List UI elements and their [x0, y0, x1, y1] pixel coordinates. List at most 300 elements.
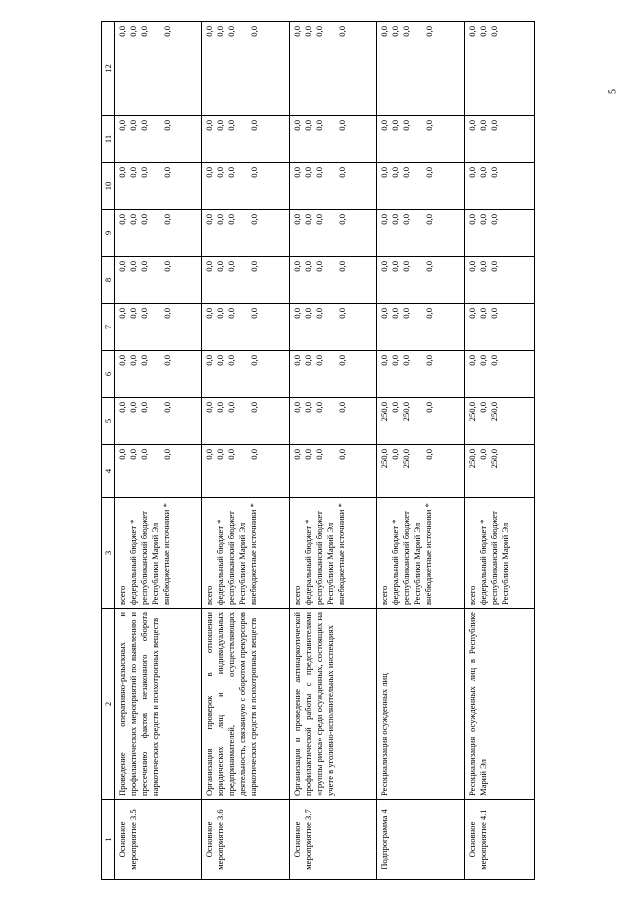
value: 0,0 [139, 26, 149, 37]
value: 0,0 [204, 449, 215, 460]
value: 0,0 [336, 167, 347, 178]
value: 250,0 [466, 402, 477, 422]
value: 0,0 [336, 261, 347, 272]
table-row [115, 22, 202, 880]
funding-source: внебюджетные источники * [161, 503, 171, 605]
value: 0,0 [336, 120, 347, 131]
value: 0,0 [226, 449, 237, 460]
value: 0,0 [466, 120, 477, 131]
spacer [150, 120, 162, 159]
value: 0,0 [466, 26, 477, 37]
value-cell [289, 351, 376, 398]
spacer [325, 120, 337, 159]
value: 0,0 [249, 355, 260, 366]
value: 0,0 [379, 355, 390, 366]
value: 0,0 [302, 26, 313, 37]
table-row [202, 22, 289, 880]
value: 0,0 [390, 214, 401, 225]
value-cell [202, 22, 289, 116]
value: 0,0 [424, 120, 435, 131]
value: 0,0 [336, 214, 347, 225]
value-cell [464, 22, 534, 116]
value: 0,0 [401, 120, 412, 131]
spacer [412, 120, 424, 159]
activity-name: Проведение оперативно-разыскных и профилактических мероприятий по выявлению и пресечению фактов незаконного оборота наркотических средств и психотропных веществ [115, 609, 202, 800]
value: 0,0 [291, 355, 302, 366]
value: 0,0 [477, 120, 488, 131]
header-row [102, 22, 115, 880]
value: 0,0 [291, 120, 302, 131]
value-cell [289, 116, 376, 163]
value: 0,0 [215, 167, 226, 178]
spacer [237, 449, 249, 494]
value: 0,0 [379, 120, 390, 131]
value: 0,0 [424, 167, 435, 178]
value: 0,0 [226, 26, 237, 37]
value: 0,0 [313, 308, 324, 319]
value: 0,0 [204, 355, 215, 366]
rotated-table-wrapper [101, 22, 535, 880]
value: 0,0 [291, 26, 302, 37]
value-cell [115, 304, 202, 351]
spacer [325, 355, 337, 394]
value: 0,0 [336, 449, 347, 460]
value: 0,0 [139, 261, 149, 272]
activity-code: мероприятие 3.5 [128, 809, 138, 870]
value: 0,0 [128, 402, 138, 413]
activity-name: Ресоциализация осужденных лиц в Республике Марий Эл [464, 609, 534, 800]
value: 0,0 [477, 308, 488, 319]
spacer [150, 26, 162, 112]
value-cell [464, 163, 534, 210]
value: 0,0 [215, 261, 226, 272]
activity-code-cell [464, 800, 534, 880]
column-header: 9 [102, 210, 115, 257]
value: 0,0 [204, 167, 215, 178]
value-cell [202, 163, 289, 210]
value: 0,0 [291, 449, 302, 460]
value: 0,0 [302, 214, 313, 225]
value: 0,0 [139, 402, 149, 413]
funding-source: всего [204, 585, 215, 605]
value: 0,0 [204, 402, 215, 413]
value-cell [464, 351, 534, 398]
value: 0,0 [139, 449, 149, 460]
column-header: 7 [102, 304, 115, 351]
activity-code: мероприятие 3.6 [215, 809, 226, 870]
value: 0,0 [302, 261, 313, 272]
budget-table [101, 21, 535, 880]
value: 0,0 [302, 449, 313, 460]
value: 0,0 [488, 308, 499, 319]
value-cell [377, 210, 464, 257]
spacer [412, 449, 424, 494]
value: 0,0 [162, 261, 172, 272]
value: 0,0 [162, 26, 172, 37]
value: 0,0 [390, 120, 401, 131]
funding-source: республиканский бюджет Республики Марий Эл [488, 511, 510, 605]
value: 0,0 [249, 308, 260, 319]
value: 0,0 [488, 261, 499, 272]
value: 0,0 [117, 26, 127, 37]
spacer [150, 167, 162, 206]
spacer [412, 308, 424, 347]
column-header: 6 [102, 351, 115, 398]
value: 250,0 [401, 402, 412, 422]
value: 0,0 [424, 214, 435, 225]
activity-code: Основное [466, 821, 477, 858]
value: 0,0 [313, 355, 324, 366]
value-cell [289, 304, 376, 351]
value: 0,0 [313, 26, 324, 37]
value: 0,0 [424, 26, 435, 37]
activity-code-cell [289, 800, 376, 880]
funding-source: внебюджетные источники * [248, 503, 259, 605]
value: 0,0 [204, 120, 215, 131]
value-cell [115, 163, 202, 210]
value: 0,0 [215, 402, 226, 413]
value: 0,0 [302, 308, 313, 319]
table-body [115, 22, 535, 880]
value: 0,0 [424, 402, 435, 413]
value-cell [115, 210, 202, 257]
funding-source: федеральный бюджет * [215, 519, 226, 605]
column-header: 8 [102, 257, 115, 304]
value-cell [202, 257, 289, 304]
value-cell [464, 116, 534, 163]
spacer [237, 214, 249, 253]
value-cell [202, 210, 289, 257]
value: 0,0 [488, 214, 499, 225]
value: 0,0 [379, 214, 390, 225]
funding-sources-cell [377, 498, 464, 609]
value: 0,0 [313, 402, 324, 413]
activity-code: Основное [291, 821, 302, 858]
value-cell [377, 22, 464, 116]
value: 0,0 [477, 167, 488, 178]
value: 0,0 [466, 308, 477, 319]
value: 0,0 [117, 261, 127, 272]
value: 0,0 [488, 120, 499, 131]
value: 0,0 [390, 308, 401, 319]
value: 0,0 [379, 167, 390, 178]
value: 0,0 [128, 261, 138, 272]
value: 0,0 [117, 449, 127, 460]
value: 0,0 [249, 214, 260, 225]
value: 0,0 [401, 167, 412, 178]
activity-name: Организация и проведение антинаркотической профилактической работы с представителями «группы риска» среди осужденных, состоящих на учете в уголовно-исполнительных инспекциях [289, 609, 376, 800]
value-cell [115, 398, 202, 445]
value: 0,0 [379, 26, 390, 37]
value: 250,0 [401, 449, 412, 469]
value: 0,0 [226, 402, 237, 413]
value: 0,0 [162, 214, 172, 225]
value-cell [289, 163, 376, 210]
funding-source: внебюджетные источники * [335, 503, 346, 605]
value: 0,0 [117, 308, 127, 319]
funding-source: всего [291, 585, 302, 605]
value-cell [377, 351, 464, 398]
value: 0,0 [313, 214, 324, 225]
value-cell [115, 257, 202, 304]
column-header: 1 [102, 800, 115, 880]
value: 0,0 [466, 167, 477, 178]
spacer [150, 261, 162, 300]
value-cell [377, 445, 464, 498]
spacer [150, 402, 162, 441]
column-header: 12 [102, 22, 115, 116]
value: 0,0 [488, 26, 499, 37]
value-cell [464, 257, 534, 304]
activity-code: Основное [117, 821, 127, 858]
spacer [325, 214, 337, 253]
value: 0,0 [215, 355, 226, 366]
funding-source: федеральный бюджет * [302, 519, 313, 605]
value: 0,0 [477, 214, 488, 225]
activity-code: мероприятие 4.1 [477, 809, 488, 870]
value: 0,0 [226, 355, 237, 366]
spacer [237, 355, 249, 394]
value-cell [289, 210, 376, 257]
value: 0,0 [390, 26, 401, 37]
column-header: 5 [102, 398, 115, 445]
value: 0,0 [477, 402, 488, 413]
activity-code-cell [115, 800, 202, 880]
activity-code: мероприятие 3.7 [302, 809, 313, 870]
spacer [325, 308, 337, 347]
funding-sources-cell [202, 498, 289, 609]
value: 0,0 [139, 308, 149, 319]
value-cell [289, 445, 376, 498]
value: 0,0 [117, 214, 127, 225]
value: 250,0 [466, 449, 477, 469]
value: 0,0 [424, 355, 435, 366]
value: 0,0 [477, 449, 488, 460]
value: 0,0 [139, 120, 149, 131]
spacer [412, 355, 424, 394]
value: 0,0 [291, 402, 302, 413]
value: 0,0 [226, 214, 237, 225]
value-cell [115, 22, 202, 116]
value: 0,0 [215, 26, 226, 37]
value: 0,0 [139, 214, 149, 225]
column-header: 2 [102, 609, 115, 800]
value: 0,0 [162, 402, 172, 413]
value: 0,0 [302, 167, 313, 178]
value: 0,0 [291, 214, 302, 225]
spacer [412, 167, 424, 206]
value: 0,0 [215, 308, 226, 319]
value: 0,0 [302, 120, 313, 131]
value: 0,0 [128, 308, 138, 319]
activity-code-cell [377, 800, 464, 880]
value: 0,0 [204, 214, 215, 225]
spacer [237, 308, 249, 347]
value: 0,0 [401, 214, 412, 225]
spacer [237, 402, 249, 441]
value: 250,0 [488, 449, 499, 469]
value: 0,0 [302, 402, 313, 413]
funding-sources-cell [464, 498, 534, 609]
value-cell [202, 304, 289, 351]
value: 0,0 [291, 308, 302, 319]
value-cell [464, 445, 534, 498]
value: 0,0 [162, 308, 172, 319]
funding-source: всего [117, 585, 127, 605]
spacer [325, 449, 337, 494]
spacer [325, 402, 337, 441]
value: 0,0 [162, 355, 172, 366]
spacer [325, 26, 337, 112]
activity-name: Ресоциализация осужденных лиц [377, 609, 464, 800]
value: 0,0 [162, 449, 172, 460]
value-cell [289, 257, 376, 304]
value-cell [115, 445, 202, 498]
value: 0,0 [313, 261, 324, 272]
value: 0,0 [117, 120, 127, 131]
value: 250,0 [379, 449, 390, 469]
activity-name: Организация проверок в отношении юридических лиц и индивидуальных предпринимателей, осуществляющих деятельность, связанную с оборотом прекурсоров наркотических средств и психотропных веществ [202, 609, 289, 800]
value: 0,0 [466, 355, 477, 366]
value: 0,0 [488, 167, 499, 178]
spacer [237, 120, 249, 159]
value: 0,0 [226, 261, 237, 272]
value: 0,0 [401, 355, 412, 366]
value: 0,0 [162, 120, 172, 131]
table-row [377, 22, 464, 880]
spacer [412, 26, 424, 112]
spacer [325, 261, 337, 300]
funding-source: республиканский бюджет Республики Марий Эл [313, 511, 335, 605]
value: 0,0 [390, 355, 401, 366]
value: 0,0 [313, 120, 324, 131]
value-cell [202, 116, 289, 163]
value: 250,0 [488, 402, 499, 422]
value-cell [377, 116, 464, 163]
value: 0,0 [336, 355, 347, 366]
activity-code: Подпрограмма 4 [379, 809, 390, 870]
value-cell [464, 398, 534, 445]
column-header: 3 [102, 498, 115, 609]
value: 0,0 [128, 214, 138, 225]
value-cell [202, 445, 289, 498]
value: 0,0 [466, 214, 477, 225]
value: 0,0 [466, 261, 477, 272]
spacer [237, 26, 249, 112]
spacer [412, 402, 424, 441]
activity-code-cell [202, 800, 289, 880]
spacer [325, 167, 337, 206]
spacer [150, 308, 162, 347]
value-cell [289, 398, 376, 445]
value: 0,0 [379, 261, 390, 272]
value: 0,0 [401, 26, 412, 37]
value: 0,0 [336, 26, 347, 37]
value: 0,0 [390, 402, 401, 413]
funding-source: внебюджетные источники * [423, 503, 434, 605]
value: 0,0 [488, 355, 499, 366]
value: 0,0 [390, 261, 401, 272]
funding-source: республиканский бюджет Республики Марий Эл [226, 511, 248, 605]
funding-source: республиканский бюджет Республики Марий Эл [401, 511, 423, 605]
value: 0,0 [128, 355, 138, 366]
value: 0,0 [302, 355, 313, 366]
value: 0,0 [226, 308, 237, 319]
value: 0,0 [291, 167, 302, 178]
value-cell [464, 210, 534, 257]
value: 0,0 [249, 26, 260, 37]
value: 0,0 [128, 167, 138, 178]
value-cell [202, 351, 289, 398]
funding-source: республиканский бюджет Республики Марий Эл [139, 511, 160, 605]
spacer [150, 449, 162, 494]
value-cell [289, 22, 376, 116]
value-cell [115, 351, 202, 398]
value: 0,0 [128, 120, 138, 131]
value: 0,0 [249, 449, 260, 460]
value: 0,0 [226, 167, 237, 178]
value-cell [115, 116, 202, 163]
table-row [464, 22, 534, 880]
page-number: 5 [607, 89, 619, 94]
value: 0,0 [204, 261, 215, 272]
funding-source: федеральный бюджет * [477, 519, 488, 605]
value: 0,0 [379, 308, 390, 319]
spacer [150, 214, 162, 253]
value: 0,0 [291, 261, 302, 272]
value: 0,0 [401, 261, 412, 272]
value: 0,0 [390, 167, 401, 178]
activity-code: Основное [204, 821, 215, 858]
table-row [289, 22, 376, 880]
value: 0,0 [204, 26, 215, 37]
funding-source: всего [379, 585, 390, 605]
value: 0,0 [249, 402, 260, 413]
value: 0,0 [424, 261, 435, 272]
value: 0,0 [249, 167, 260, 178]
spacer [412, 261, 424, 300]
value: 0,0 [128, 26, 138, 37]
value-cell [464, 304, 534, 351]
value: 0,0 [477, 355, 488, 366]
column-header: 4 [102, 445, 115, 498]
value: 0,0 [226, 120, 237, 131]
value: 0,0 [215, 214, 226, 225]
value: 0,0 [424, 449, 435, 460]
value: 0,0 [424, 308, 435, 319]
value: 0,0 [128, 449, 138, 460]
value: 0,0 [249, 120, 260, 131]
spacer [150, 355, 162, 394]
value-cell [377, 163, 464, 210]
value: 0,0 [204, 308, 215, 319]
value: 0,0 [336, 308, 347, 319]
value: 0,0 [117, 167, 127, 178]
value: 0,0 [215, 449, 226, 460]
spacer [412, 214, 424, 253]
column-header: 10 [102, 163, 115, 210]
funding-source: федеральный бюджет * [390, 519, 401, 605]
value: 0,0 [477, 26, 488, 37]
spacer [237, 167, 249, 206]
spacer [237, 261, 249, 300]
value: 0,0 [162, 167, 172, 178]
value: 0,0 [139, 355, 149, 366]
value: 0,0 [313, 449, 324, 460]
column-header: 11 [102, 116, 115, 163]
funding-sources-cell [289, 498, 376, 609]
value-cell [202, 398, 289, 445]
